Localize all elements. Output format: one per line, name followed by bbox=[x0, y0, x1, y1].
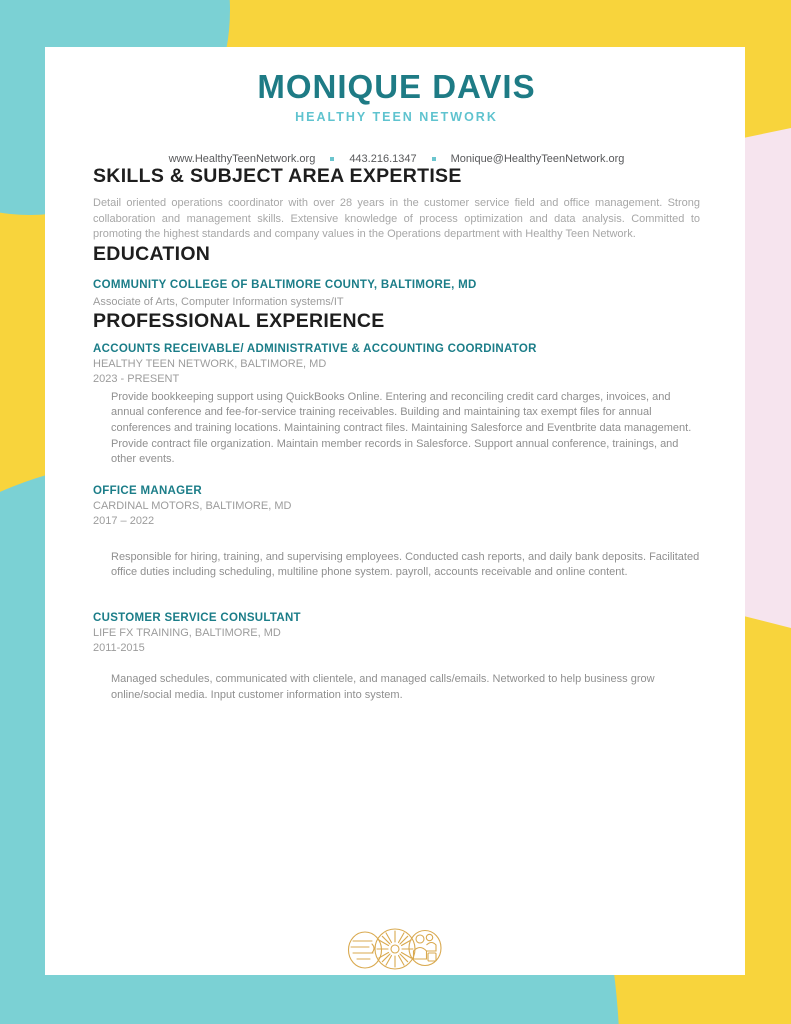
job-company: HEALTHY TEEN NETWORK, BALTIMORE, MD bbox=[93, 357, 327, 370]
job-role: CUSTOMER SERVICE CONSULTANT bbox=[93, 611, 301, 624]
person-name: MONIQUE DAVIS bbox=[257, 68, 536, 105]
education-degree: Associate of Arts, Computer Information systems/IT bbox=[93, 295, 344, 308]
phone-number: 443.216.1347 bbox=[349, 153, 417, 165]
job-entry bbox=[93, 611, 700, 703]
job-description: Responsible for hiring, training, and supervising employees. Conducted cash reports, and daily bank deposits. Facilitated office duties including scheduling, multiline phone system. payroll, accounts receivable and online content. bbox=[111, 550, 700, 579]
separator-bullet-icon bbox=[432, 157, 436, 161]
healthy-teen-network-logo-icon bbox=[345, 925, 445, 978]
job-dates: 2023 - PRESENT bbox=[93, 372, 180, 385]
job-role: ACCOUNTS RECEIVABLE/ ADMINISTRATIVE & ACCOUNTING COORDINATOR bbox=[93, 342, 537, 355]
education-school: COMMUNITY COLLEGE OF BALTIMORE COUNTY, BALTIMORE, MD bbox=[93, 278, 477, 291]
job-role: OFFICE MANAGER bbox=[93, 484, 202, 497]
job-entry bbox=[93, 484, 700, 581]
job-company: CARDINAL MOTORS, BALTIMORE, MD bbox=[93, 499, 292, 512]
contact-bar bbox=[93, 153, 700, 165]
job-dates: 2011-2015 bbox=[93, 641, 145, 654]
separator-bullet-icon bbox=[330, 157, 334, 161]
job-description: Managed schedules, communicated with clientele, and managed calls/emails. Networked to help business grow online/social media. Input customer information into system. bbox=[111, 672, 655, 701]
resume-card bbox=[45, 47, 745, 975]
job-dates: 2017 – 2022 bbox=[93, 514, 155, 527]
website-link[interactable]: www.HealthyTeenNetwork.org bbox=[168, 153, 316, 165]
skills-summary: Detail oriented operations coordinator with over 28 years in the customer service field and office management. Strong collaboration and management skills. Extensive knowledge of process optimization and data analysis. Committed to promoting the highest standards and company values in the Operations department with Healthy Teen Network. bbox=[93, 197, 700, 241]
organization-subtitle: HEALTHY TEEN NETWORK bbox=[295, 110, 498, 124]
education-section-title: EDUCATION bbox=[93, 242, 211, 265]
experience-section-title: PROFESSIONAL EXPERIENCE bbox=[93, 309, 385, 332]
email-link[interactable]: Monique@HealthyTeenNetwork.org bbox=[450, 153, 625, 165]
job-company: LIFE FX TRAINING, BALTIMORE, MD bbox=[93, 626, 281, 639]
job-entry bbox=[93, 342, 700, 468]
skills-section-title: SKILLS & SUBJECT AREA EXPERTISE bbox=[93, 165, 462, 187]
job-description: Provide bookkeeping support using QuickBooks Online. Entering and reconciling credit card charges, invoices, and annual conference and fee-for-service training receivables. Building and maintaining tax exempt files for annual conferences and training locations. Maintaining contract files. Maintaining Salesforce and Eventbrite data management. Provide contract file organization. Maintain member records in Salesforce. Support annual conference, trainings, and other events. bbox=[111, 390, 692, 466]
